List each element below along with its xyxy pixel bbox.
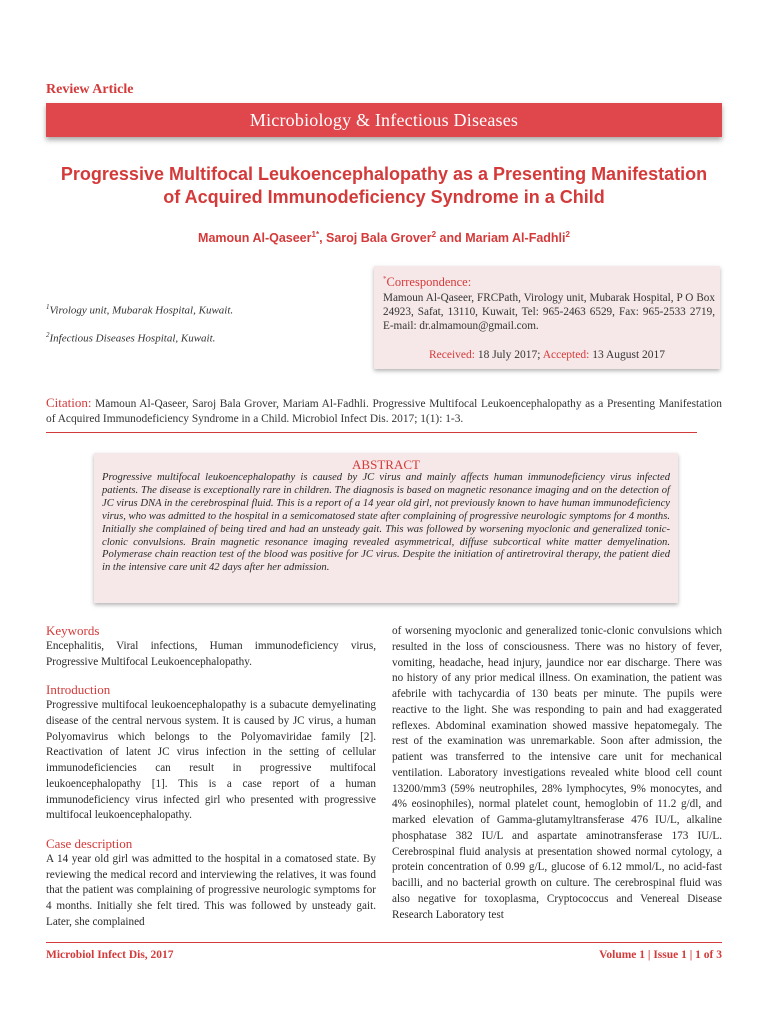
- footer-page-info: Volume 1 | Issue 1 | 1 of 3: [599, 949, 722, 961]
- article-type-label: Review Article: [46, 82, 134, 97]
- author-separator: ,: [319, 231, 327, 246]
- author-name: Saroj Bala Grover: [326, 231, 432, 246]
- abstract-text: Progressive multifocal leukoencephalopathy is caused by JC virus and mainly affects human immunodeficiency virus infected patients. The disease is exceptionally rare in children. The diagnosis is based on magnetic resonance imaging and on the detection of JC virus DNA in the cerebrospinal fluid. This is a report of a 14 year old girl, not previously known to have human immunodeficiency virus, who was admitted to the hospital in a semicomatosed state after complaining of progressive neurologic symptoms for 4 months. Initially she complained of being tired and had an unsteady gait. This was followed by worsening myoclonic and generalized tonic-clonic convulsions. Brain magnetic resonance imaging revealed asymmetrical, diffuse subcortical white matter demyelination. Polymerase chain reaction test of the blood was positive for JC virus. Despite the initiation of antiretroviral therapy, the patient died in the intensive care unit 42 days after her admission.: [102, 472, 670, 574]
- article-title: Progressive Multifocal Leukoencephalopathy as a Presenting Manifestation of Acquired Immunodeficiency Syndrome in a Child: [60, 164, 708, 207]
- accepted-date: 13 August 2017: [589, 349, 666, 361]
- correspondence-asterisk: *: [383, 275, 387, 283]
- author-separator: and: [436, 231, 466, 246]
- citation-label: Citation:: [46, 395, 92, 410]
- author-list: [60, 230, 708, 245]
- keywords-text: Encephalitis, Viral infections, Human immunodeficiency virus, Progressive Multifocal Leukoencephalopathy.: [46, 639, 376, 668]
- correspondence-box: [374, 266, 720, 369]
- received-label: Received:: [428, 349, 475, 361]
- author-superscript: 2: [431, 230, 437, 239]
- received-date: 18 July 2017;: [474, 349, 543, 361]
- citation: [46, 395, 722, 427]
- abstract-box: [94, 453, 678, 603]
- footer-journal: Microbiol Infect Dis, 2017: [46, 949, 174, 961]
- affiliation-text: Virology unit, Mubarak Hospital, Kuwait.: [49, 304, 234, 317]
- right-column: [392, 624, 722, 923]
- section-divider: [46, 432, 697, 433]
- author-superscript: 2: [565, 230, 570, 239]
- author-name: Mamoun Al-Qaseer: [198, 231, 312, 246]
- author-name: Mariam Al-Fadhli: [465, 231, 566, 246]
- affiliation-text: Infectious Diseases Hospital, Kuwait.: [49, 332, 216, 345]
- case-description-continued: of worsening myoclonic and generalized tonic-clonic convulsions which resulted in the loss of consciousness. There was no history of fever, vomiting, headache, head injury, jaundice nor ear discharge. There was no history of any prior medical illness. On examination, the patient was afebrile with tachycardia of 130 beats per minute. The pupils were reactive to the light. She was responding to pain and had exaggerated reflexes. Abdominal examination showed massive hepatomegaly. The rest of the examination was unremarkable. Soon after admission, the patient was transferred to the intensive care unit for mechanical ventilation. Laboratory investigations revealed white blood cell count 13200/mm3 (59% neutrophiles, 28% lymphocytes, 9% monocytes, and 4% eosinophiles), normal platelet count, hemoglobin of 11.2 g/dl, and marked elevation of Gamma-glutamyltransferase 476 IU/L, alkaline phosphatase 382 IU/L and aspartate aminotransferase 173 IU/L. Cerebrospinal fluid analysis at presentation showed normal cytology, a protein concentration of 0.99 g/L, glucose of 6.12 mmol/L, no acid-fast bacilli, and no bacterial growth on culture. The cerebrospinal fluid was also negative for toxoplasma, Cryptococcus and Venereal Disease Research Laboratory test: [392, 625, 722, 921]
- case-description-text: A 14 year old girl was admitted to the hospital in a comatosed state. By reviewing the medical record and interviewing the relatives, it was found that the patient was complaining of progressive neurologic symptoms for 4 months. Initially she felt tired. This was followed by unsteady gait. Later, she complained: [46, 852, 376, 928]
- affiliation: [46, 331, 215, 345]
- footer-divider: [46, 942, 722, 943]
- journal-banner: Microbiology & Infectious Diseases: [46, 103, 722, 137]
- introduction-heading: Introduction: [46, 682, 111, 698]
- article-dates: [374, 348, 720, 362]
- affiliation-number: 1: [46, 303, 50, 311]
- correspondence-heading-text: Correspondence:: [386, 275, 472, 290]
- citation-text: Mamoun Al-Qaseer, Saroj Bala Grover, Mariam Al-Fadhli. Progressive Multifocal Leukoencephalopathy as a Presenting Manifestation of Acquired Immunodeficiency Syndrome in a Child. Microbiol Infect Dis. 2017; 1(1): 1-3.: [46, 398, 722, 425]
- left-column: [46, 623, 376, 931]
- accepted-label: Accepted:: [542, 349, 590, 361]
- keywords-heading: Keywords: [46, 623, 100, 638]
- correspondence-details: Mamoun Al-Qaseer, FRCPath, Virology unit, Mubarak Hospital, P O Box 24923, Safat, 13110, Kuwait, Tel: 965-2463 6529, Fax: 965-2533 2719, E-mail: dr.almamoun@gmail.com.: [383, 292, 715, 332]
- case-description-heading: Case description: [46, 836, 133, 851]
- affiliation-number: 2: [46, 331, 50, 339]
- affiliation: [46, 303, 233, 317]
- correspondence-heading: [383, 272, 471, 289]
- author-superscript: 1*: [311, 230, 320, 239]
- introduction-text: Progressive multifocal leukoencephalopathy is a subacute demyelinating disease of the central nervous system. It is caused by JC virus, a human Polyomavirus which belongs to the Polyomaviridae family [2]. Reactivation of latent JC virus infection in the setting of cellular immunodeficiencies can result in progressive multifocal leukoencephalopathy [1]. This is a case report of a human immunodeficiency virus infected girl who presented with progressive multifocal leukoencephalopathy.: [46, 699, 376, 822]
- abstract-heading: ABSTRACT: [352, 457, 420, 472]
